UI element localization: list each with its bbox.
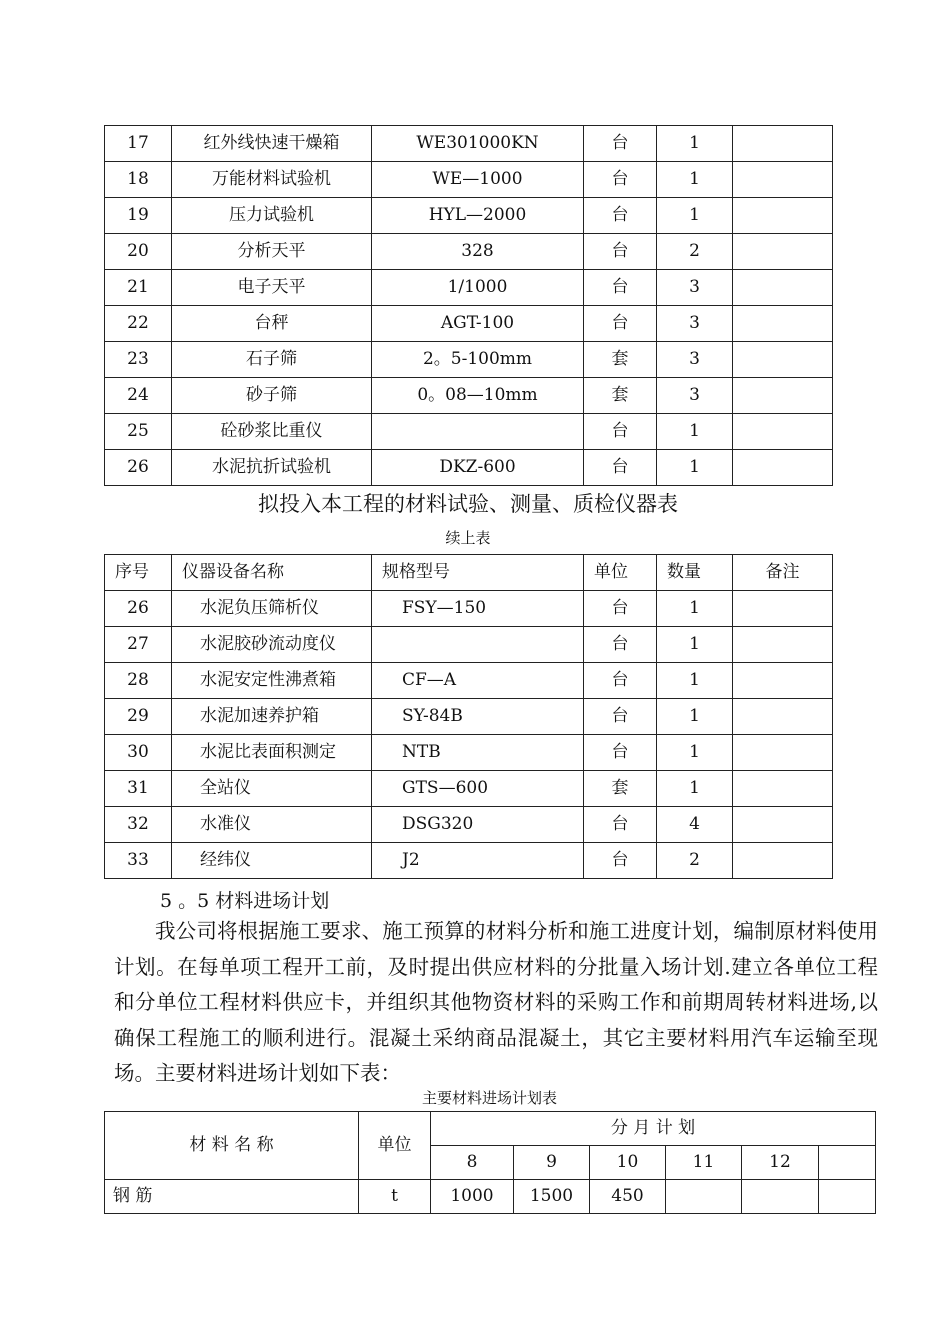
cell-no: 27 [105,627,172,663]
table-row [105,735,833,771]
header-month: 11 [666,1146,742,1180]
cell-model: HYL—2000 [372,198,584,234]
cell-unit: 套 [584,378,657,414]
cell-model: CF—A [372,663,584,699]
cell-unit: 台 [584,591,657,627]
table-row [105,378,833,414]
table-row [105,342,833,378]
instrument-table-part2-body [105,591,833,879]
instrument-table-part1 [104,125,833,486]
cell-no: 23 [105,342,172,378]
cell-model: FSY—150 [372,591,584,627]
cell-no: 32 [105,807,172,843]
cell-model: AGT-100 [372,306,584,342]
table-row [105,306,833,342]
cell-unit: 台 [584,234,657,270]
cell-note [733,771,833,807]
cell-name: 水泥负压筛析仪 [172,591,372,627]
table-row [105,663,833,699]
cell-no: 29 [105,699,172,735]
cell-qty: 2 [657,843,733,879]
header-plan: 分 月 计 划 [431,1112,876,1146]
cell-name: 石子筛 [172,342,372,378]
cell-qty: 1 [657,663,733,699]
header-month [819,1146,876,1180]
cell-no: 25 [105,414,172,450]
cell-note [733,735,833,771]
table-row [105,450,833,486]
cell-note [733,843,833,879]
cell-month-value [742,1180,819,1214]
cell-note [733,663,833,699]
table-row [105,1180,876,1214]
table-row [105,126,833,162]
cell-name: 水泥安定性沸煮箱 [172,663,372,699]
cell-note [733,342,833,378]
cell-qty: 1 [657,414,733,450]
continued-caption: 续上表 [445,529,491,547]
cell-no: 18 [105,162,172,198]
cell-qty: 3 [657,342,733,378]
cell-name: 水泥比表面积测定 [172,735,372,771]
cell-month-value: 450 [590,1180,666,1214]
cell-name: 水泥加速养护箱 [172,699,372,735]
cell-unit: 台 [584,270,657,306]
cell-note [733,378,833,414]
cell-month-value [666,1180,742,1214]
cell-qty: 1 [657,771,733,807]
cell-qty: 1 [657,450,733,486]
cell-unit: t [359,1180,431,1214]
cell-model [372,414,584,450]
cell-unit: 台 [584,663,657,699]
cell-qty: 4 [657,807,733,843]
cell-note [733,306,833,342]
cell-no: 28 [105,663,172,699]
header-name: 仪器设备名称 [172,555,372,591]
cell-name: 全站仪 [172,771,372,807]
cell-unit: 台 [584,414,657,450]
cell-month-value [819,1180,876,1214]
cell-note [733,591,833,627]
cell-no: 33 [105,843,172,879]
header-month: 10 [590,1146,666,1180]
cell-month-value: 1000 [431,1180,514,1214]
table-row [105,270,833,306]
header-month: 8 [431,1146,514,1180]
cell-unit: 台 [584,627,657,663]
cell-unit: 台 [584,162,657,198]
table-row [105,198,833,234]
material-plan-body [105,1112,876,1214]
cell-name: 电子天平 [172,270,372,306]
table-row [105,414,833,450]
cell-name: 经纬仪 [172,843,372,879]
cell-name: 台秤 [172,306,372,342]
cell-qty: 1 [657,198,733,234]
material-plan-caption: 主要材料进场计划表 [421,1089,557,1107]
cell-model: DKZ-600 [372,450,584,486]
section-heading: 5 。5 材料进场计划 [160,890,330,912]
cell-qty: 1 [657,627,733,663]
header-month: 12 [742,1146,819,1180]
cell-no: 21 [105,270,172,306]
cell-model: 1/1000 [372,270,584,306]
cell-material-name: 钢 筋 [105,1180,359,1214]
table-row [105,843,833,879]
header-qty: 数量 [657,555,733,591]
cell-name: 红外线快速干燥箱 [172,126,372,162]
table-header-row [105,555,833,591]
cell-unit: 台 [584,126,657,162]
table-row [105,771,833,807]
header-model: 规格型号 [372,555,584,591]
table-row [105,162,833,198]
cell-qty: 3 [657,306,733,342]
cell-name: 压力试验机 [172,198,372,234]
cell-note [733,699,833,735]
cell-qty: 1 [657,126,733,162]
header-unit: 单位 [584,555,657,591]
cell-month-value: 1500 [514,1180,590,1214]
instrument-table-title: 拟投入本工程的材料试验、测量、质检仪器表 [258,492,678,516]
header-unit: 单位 [359,1112,431,1180]
cell-name: 砂子筛 [172,378,372,414]
material-header-row-1 [105,1112,876,1146]
cell-model [372,627,584,663]
cell-unit: 台 [584,699,657,735]
cell-no: 24 [105,378,172,414]
cell-no: 30 [105,735,172,771]
cell-qty: 1 [657,162,733,198]
cell-qty: 1 [657,591,733,627]
table-row [105,234,833,270]
cell-unit: 台 [584,198,657,234]
material-plan-table [104,1111,876,1214]
header-month: 9 [514,1146,590,1180]
cell-note [733,234,833,270]
cell-model: SY-84B [372,699,584,735]
cell-qty: 1 [657,735,733,771]
cell-unit: 台 [584,807,657,843]
cell-model: DSG320 [372,807,584,843]
cell-unit: 台 [584,843,657,879]
instrument-table-part2 [104,554,833,879]
cell-unit: 台 [584,306,657,342]
cell-unit: 套 [584,342,657,378]
cell-model: WE301000KN [372,126,584,162]
paragraph-text: 我公司将根据施工要求、施工预算的材料分析和施工进度计划，编制原材料使用计划。在每单项工程开工前，及时提出供应材料的分批量入场计划.建立各单位工程和分单位工程材料供应卡，并组织其他物资材料的采购工作和前期周转材料进场,以确保工程施工的顺利进行。混凝土采纳商品混凝土，其它主要材料用汽车运输至现场。主要材料进场计划如下表： [114,919,878,1085]
header-material: 材 料 名 称 [105,1112,359,1180]
instrument-table-part1-body [105,126,833,486]
cell-qty: 3 [657,378,733,414]
cell-model: 2。5-100mm [372,342,584,378]
cell-note [733,627,833,663]
cell-note [733,450,833,486]
table-row [105,807,833,843]
cell-unit: 台 [584,735,657,771]
cell-no: 26 [105,450,172,486]
cell-model: 0。08—10mm [372,378,584,414]
cell-note [733,270,833,306]
cell-model: WE—1000 [372,162,584,198]
header-no: 序号 [105,555,172,591]
cell-note [733,162,833,198]
table-row [105,699,833,735]
cell-no: 19 [105,198,172,234]
cell-name: 水泥抗折试验机 [172,450,372,486]
cell-note [733,198,833,234]
cell-model: NTB [372,735,584,771]
body-paragraph [114,914,878,1092]
cell-name: 砼砂浆比重仪 [172,414,372,450]
cell-name: 水泥胶砂流动度仪 [172,627,372,663]
cell-unit: 台 [584,450,657,486]
cell-qty: 1 [657,699,733,735]
cell-model: J2 [372,843,584,879]
table-row [105,591,833,627]
cell-unit: 套 [584,771,657,807]
cell-no: 17 [105,126,172,162]
cell-no: 31 [105,771,172,807]
cell-model: GTS—600 [372,771,584,807]
cell-no: 22 [105,306,172,342]
cell-model: 328 [372,234,584,270]
table-row [105,627,833,663]
cell-no: 26 [105,591,172,627]
cell-note [733,807,833,843]
cell-note [733,414,833,450]
cell-note [733,126,833,162]
cell-qty: 2 [657,234,733,270]
header-note: 备注 [733,555,833,591]
cell-qty: 3 [657,270,733,306]
cell-no: 20 [105,234,172,270]
cell-name: 万能材料试验机 [172,162,372,198]
cell-name: 水准仪 [172,807,372,843]
cell-name: 分析天平 [172,234,372,270]
